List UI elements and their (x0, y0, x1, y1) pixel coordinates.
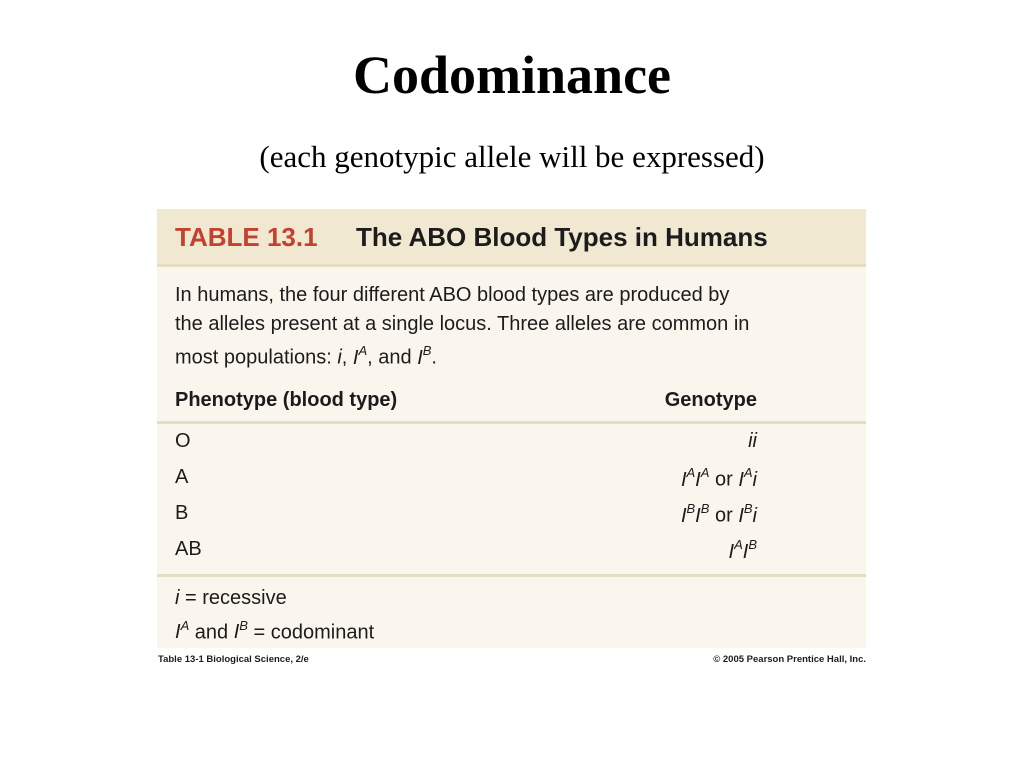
genotype-cell: $I^AI^A$ or $I^Ai$ (680, 465, 757, 491)
table-number: TABLE 13.1 (175, 222, 318, 252)
genotype-cell: ii (748, 430, 757, 452)
copyright-credit: © 2005 Pearson Prentice Hall, Inc. (713, 654, 866, 665)
header-divider (157, 264, 866, 267)
key-codominant: $I^A$ and $I^B$ = codominant (175, 617, 375, 644)
column-divider (157, 421, 866, 424)
intro-line-2: the alleles present at a single locus. Three alleles are common in (175, 312, 750, 335)
column-header-phenotype: Phenotype (blood type) (175, 389, 398, 411)
key-recessive: i = recessive (175, 587, 287, 609)
table-key (175, 584, 374, 647)
source-credit: Table 13-1 Biological Science, 2/e (158, 654, 309, 665)
allele-ia: $I^A$ (352, 343, 368, 369)
allele-ib: $I^B$ (417, 343, 432, 369)
genotype-cell: $I^AI^B$ (728, 537, 757, 563)
table-row (175, 502, 757, 538)
allele-i: i (337, 346, 342, 369)
blood-type-table (157, 209, 866, 648)
slide-title: Codominance (352, 45, 671, 105)
phenotype-cell: AB (175, 538, 202, 560)
intro-line-1: In humans, the four different ABO blood types are produced by (175, 284, 730, 306)
intro-line-3: most populations: i, $I^A$, and $I^B$. (175, 343, 437, 369)
table-header (157, 209, 866, 264)
column-header-genotype: Genotype (664, 389, 757, 411)
table-row (175, 538, 757, 574)
phenotype-cell: A (175, 466, 189, 488)
table-row (175, 430, 757, 466)
key-divider (157, 574, 866, 577)
table-row (175, 466, 757, 502)
slide-subtitle: (each genotypic allele will be expressed) (259, 139, 765, 174)
phenotype-cell: O (175, 430, 191, 452)
genotype-cell: $I^BI^B$ or $I^Bi$ (680, 501, 757, 527)
phenotype-cell: B (175, 502, 189, 524)
table-rows (175, 430, 757, 574)
table-title: The ABO Blood Types in Humans (356, 222, 768, 252)
table-intro (175, 281, 845, 372)
